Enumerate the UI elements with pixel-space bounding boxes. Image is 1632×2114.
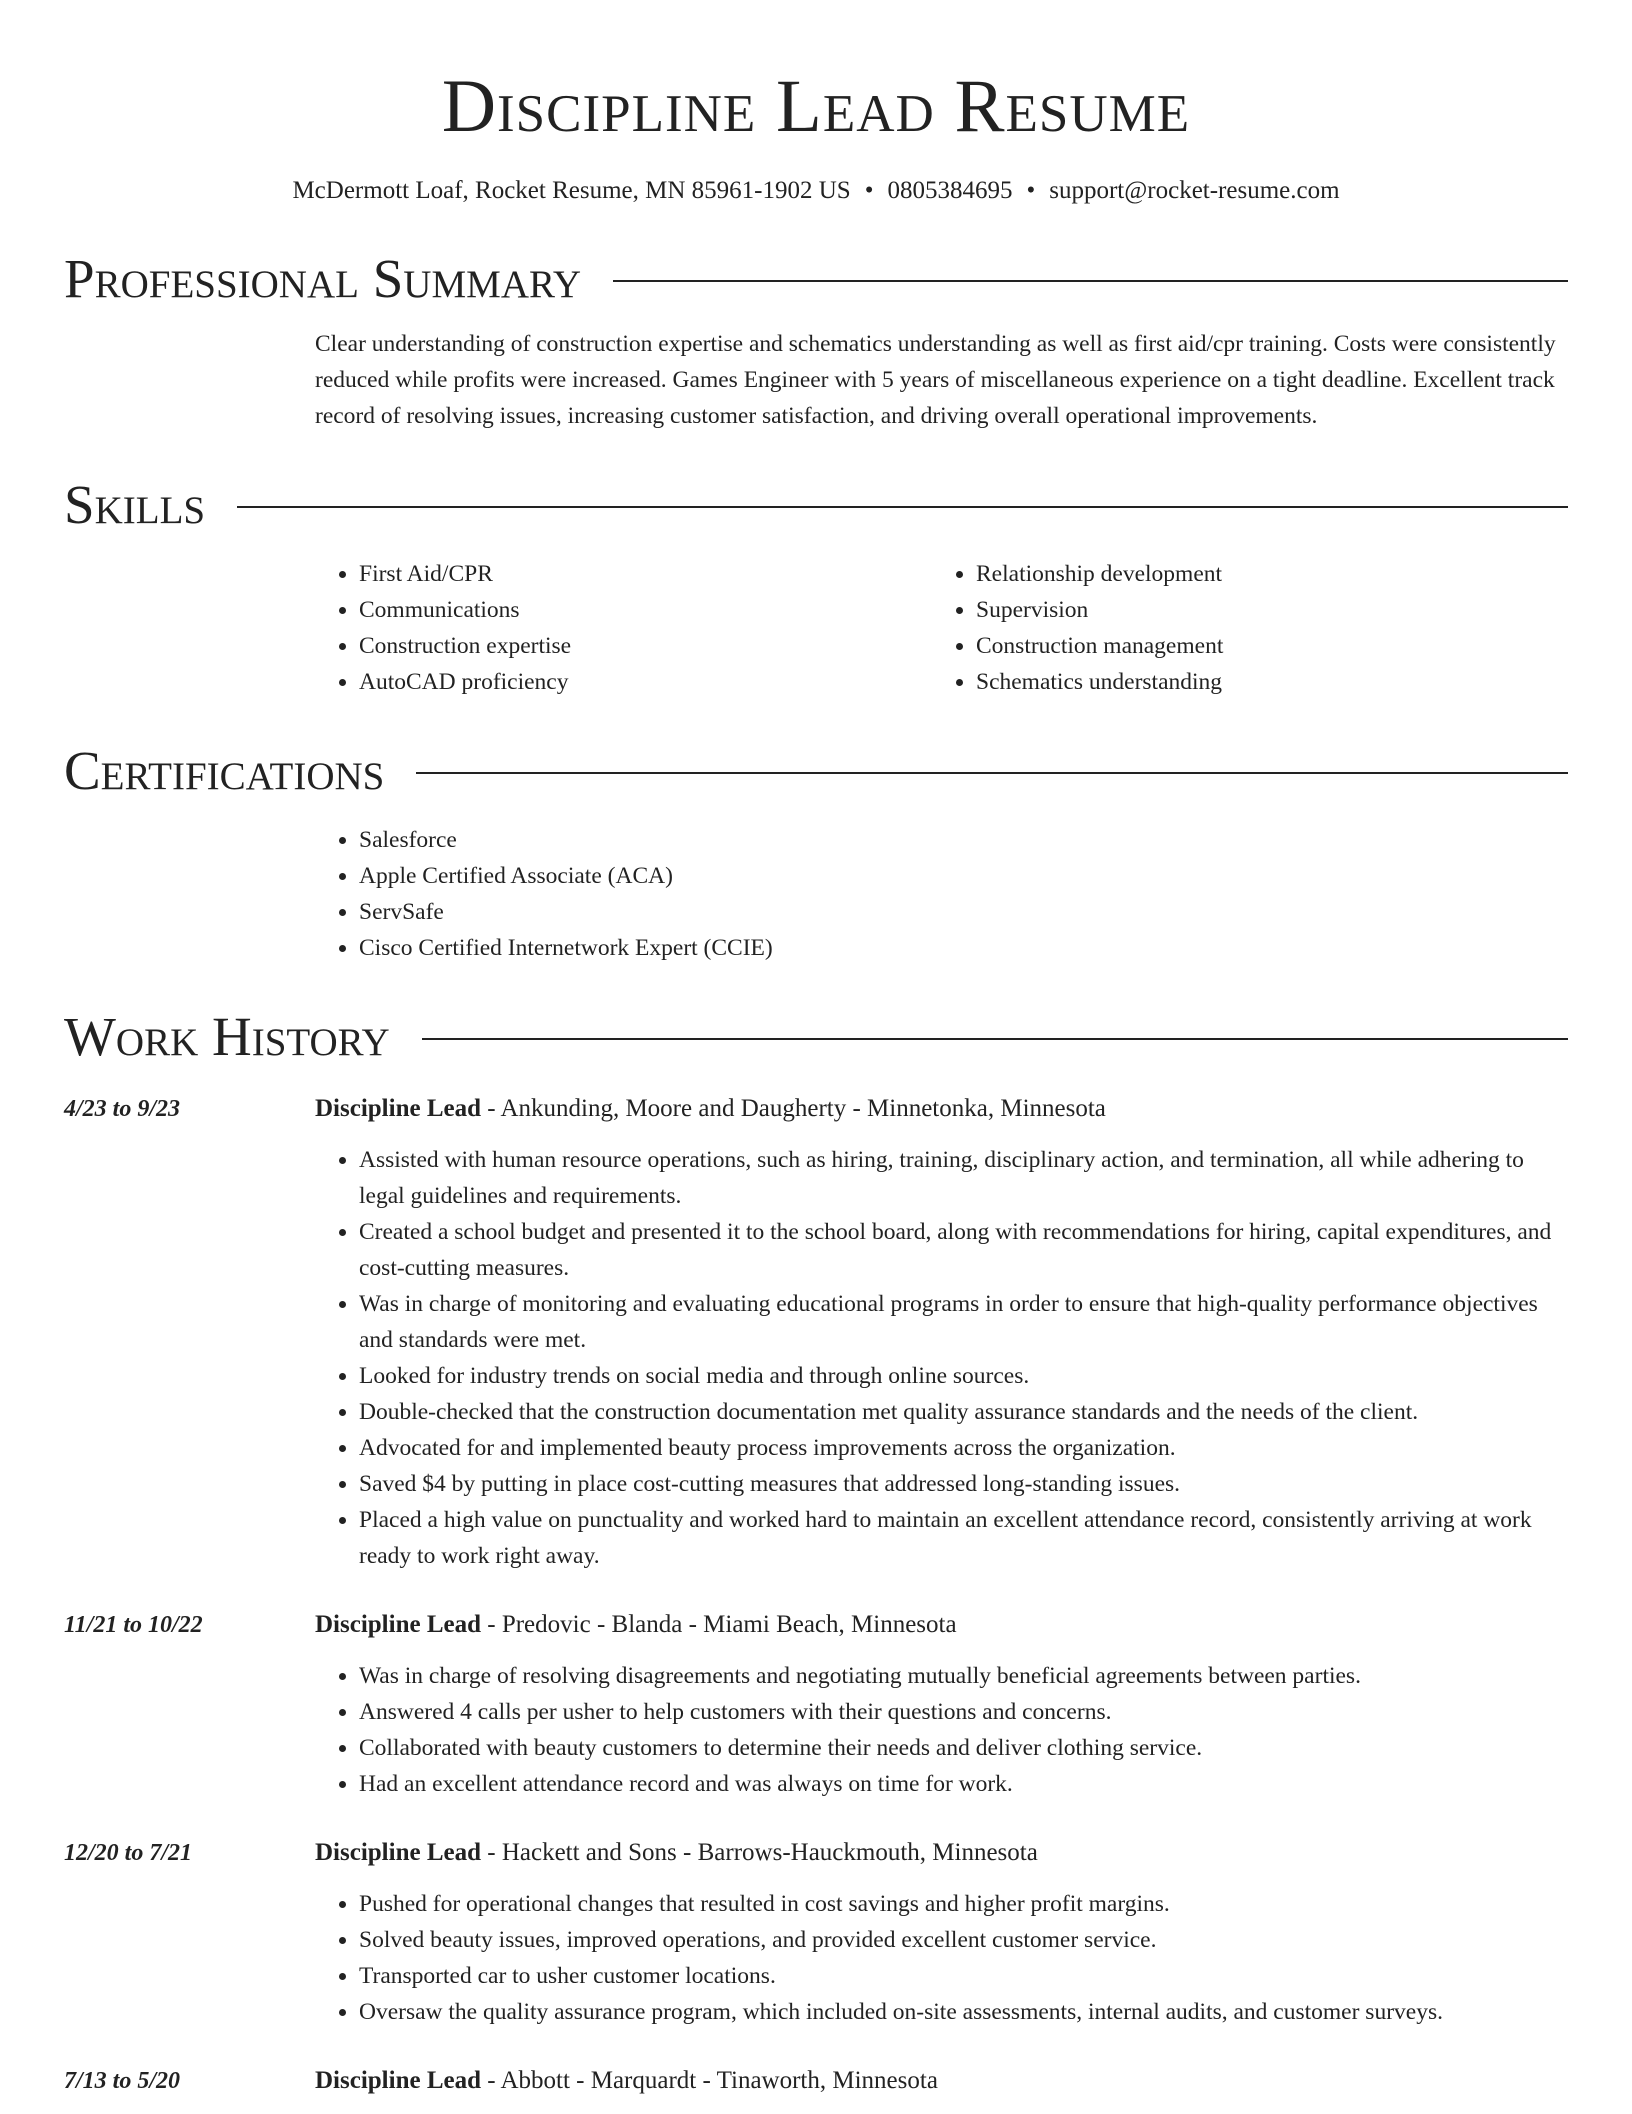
summary-text: Clear understanding of construction expertise and schematics understanding as well as first aid/cpr training. Costs were consistently reduced while profits were increased. Games Engineer with 5 years of miscellaneous experience on a tight deadline. Excellent track record of resolving issues, increasing customer satisfaction, and driving overall operational improvements. xyxy=(315,331,1556,429)
resume-page xyxy=(64,0,1568,2114)
list-item: • Apple Certified Associate (ACA) xyxy=(359,858,1568,894)
summary-heading: Professional Summary xyxy=(64,248,582,309)
certifications-section-header xyxy=(64,738,1568,804)
list-item: • Pushed for operational changes that resulted in cost savings and higher profit margins. xyxy=(359,1886,1568,1922)
list-item: • Communications xyxy=(359,592,932,628)
list-item: • Supervision xyxy=(976,592,1549,628)
list-item: • Double-checked that the construction documentation met quality assurance standards and the needs of the client. xyxy=(359,1394,1568,1430)
section-divider xyxy=(237,506,1568,508)
job-role: Discipline Lead xyxy=(315,2067,481,2094)
job-bullets xyxy=(315,1658,1568,1802)
section-divider xyxy=(422,1038,1568,1040)
job-heading xyxy=(315,1092,1568,1126)
job-entry xyxy=(64,1836,1568,2030)
contact-email: support@rocket-resume.com xyxy=(1049,177,1340,204)
skills-heading: Skills xyxy=(64,474,206,535)
job-entry xyxy=(64,1608,1568,1802)
contact-line xyxy=(64,174,1568,208)
list-item: • Oversaw the quality assurance program, which included on-site assessments, internal audits, and customer surveys. xyxy=(359,1994,1568,2030)
list-item: • First Aid/CPR xyxy=(359,556,932,592)
list-item: • Assisted with human resource operations, such as hiring, training, disciplinary action, and termination, all while adhering to legal guidelines and requirements. xyxy=(359,1142,1568,1214)
skills-list-left xyxy=(315,556,932,700)
list-item: • Placed a high value on punctuality and worked hard to maintain an excellent attendance record, consistently arriving at work ready to work right away. xyxy=(359,1502,1568,1574)
contact-phone: 0805384695 xyxy=(887,177,1013,204)
job-dates: 11/21 to 10/22 xyxy=(64,1612,203,1638)
resume-title: Discipline Lead Resume xyxy=(441,65,1191,148)
list-item: • AutoCAD proficiency xyxy=(359,664,932,700)
list-item: • Was in charge of monitoring and evaluating educational programs in order to ensure that high-quality performance objectives and standards were met. xyxy=(359,1286,1568,1358)
certifications-block xyxy=(315,822,1568,966)
certifications-heading: Certifications xyxy=(64,740,385,801)
job-details xyxy=(315,2064,1568,2114)
job-heading xyxy=(315,1836,1568,1870)
list-item: • Looked for industry trends on social media and through online sources. xyxy=(359,1358,1568,1394)
job-bullets xyxy=(315,1142,1568,1574)
list-item: • Collaborated with beauty customers to determine their needs and deliver clothing service. xyxy=(359,1730,1568,1766)
list-item: • Was in charge of resolving disagreements and negotiating mutually beneficial agreements between parties. xyxy=(359,1658,1568,1694)
job-entry xyxy=(64,1092,1568,1574)
list-item: • Relationship development xyxy=(976,556,1549,592)
job-employer: - Hackett and Sons - Barrows-Hauckmouth, Minnesota xyxy=(481,1839,1038,1866)
summary-section-header xyxy=(64,246,1568,312)
list-item: • Solved beauty issues, improved operations, and provided excellent customer service. xyxy=(359,1922,1568,1958)
job-details xyxy=(315,1836,1568,2030)
work-section-header xyxy=(64,1004,1568,1070)
job-dates: 7/13 to 5/20 xyxy=(64,2068,181,2094)
list-item: • Construction expertise xyxy=(359,628,932,664)
section-divider xyxy=(613,280,1568,282)
job-dates: 12/20 to 7/21 xyxy=(64,1840,193,1866)
section-divider xyxy=(416,772,1568,774)
list-item: • Schematics understanding xyxy=(976,664,1549,700)
list-item: • ServSafe xyxy=(359,894,1568,930)
job-details xyxy=(315,1092,1568,1574)
skills-section-header xyxy=(64,472,1568,538)
skills-grid xyxy=(315,556,1568,700)
job-role: Discipline Lead xyxy=(315,1611,481,1638)
job-details xyxy=(315,1608,1568,1802)
job-heading xyxy=(315,1608,1568,1642)
list-item: • Answered 4 calls per usher to help customers with their questions and concerns. xyxy=(359,1694,1568,1730)
contact-address: McDermott Loaf, Rocket Resume, MN 85961-1902 US xyxy=(292,177,851,204)
job-entry xyxy=(64,2064,1568,2114)
job-role: Discipline Lead xyxy=(315,1839,481,1866)
list-item: • Advocated for and implemented beauty process improvements across the organization. xyxy=(359,1430,1568,1466)
job-bullets xyxy=(315,1886,1568,2030)
list-item: • Transported car to usher customer locations. xyxy=(359,1958,1568,1994)
skills-column-right xyxy=(932,556,1549,700)
list-item: • Had an excellent attendance record and was always on time for work. xyxy=(359,1766,1568,1802)
list-item: • Saved $4 by putting in place cost-cutting measures that addressed long-standing issues. xyxy=(359,1466,1568,1502)
job-heading xyxy=(315,2064,1568,2098)
contact-separator: • xyxy=(1026,177,1036,204)
work-heading: Work History xyxy=(64,1006,390,1067)
list-item: • Created a school budget and presented it to the school board, along with recommendations for hiring, capital expenditures, and cost-cutting measures. xyxy=(359,1214,1568,1286)
skills-column-left xyxy=(315,556,932,700)
skills-list-right xyxy=(932,556,1549,700)
list-item: • Cisco Certified Internetwork Expert (CCIE) xyxy=(359,930,1568,966)
job-employer: - Ankunding, Moore and Daugherty - Minnetonka, Minnesota xyxy=(481,1095,1106,1122)
job-employer: - Predovic - Blanda - Miami Beach, Minnesota xyxy=(481,1611,957,1638)
job-role: Discipline Lead xyxy=(315,1095,481,1122)
list-item: • Construction management xyxy=(976,628,1549,664)
list-item: • Salesforce xyxy=(359,822,1568,858)
certifications-list xyxy=(315,822,1568,966)
contact-separator: • xyxy=(864,177,874,204)
job-dates: 4/23 to 9/23 xyxy=(64,1096,181,1122)
job-employer: - Abbott - Marquardt - Tinaworth, Minnesota xyxy=(481,2067,938,2094)
job-list xyxy=(64,1092,1568,2114)
